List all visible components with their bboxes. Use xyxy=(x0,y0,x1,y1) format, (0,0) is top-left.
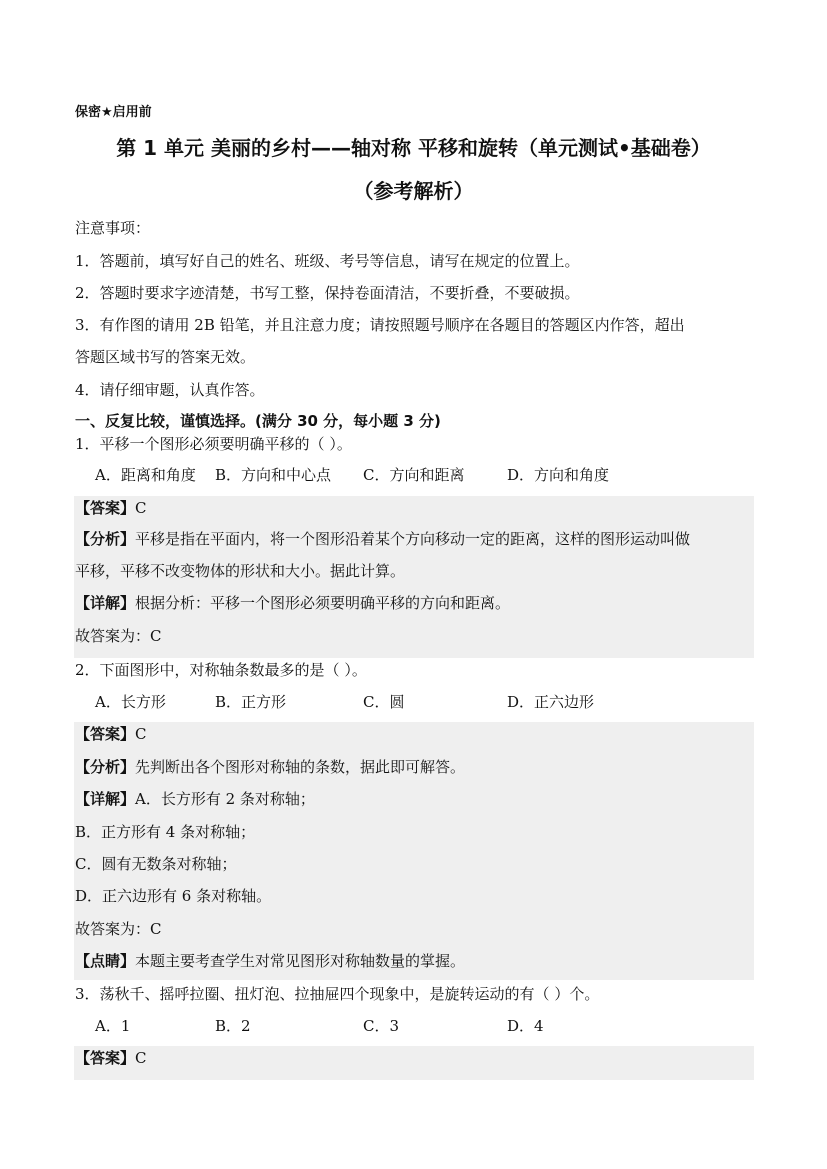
option-d: D．4 xyxy=(507,1017,544,1035)
analysis-text: 先判断出各个图形对称轴的条数，据此即可解答。 xyxy=(135,758,466,776)
question-stem: 2．下面图形中，对称轴条数最多的是（ ）。 xyxy=(75,661,367,679)
analysis-text: 平移是指在平面内，将一个图形沿着某个方向移动一定的距离，这样的图形运动叫做 xyxy=(135,530,691,548)
answer-line xyxy=(75,498,147,518)
option-a: A．长方形 xyxy=(95,693,166,711)
answer-tag: 【答案】 xyxy=(75,1049,136,1067)
detail-text: 根据分析：平移一个图形必须要明确平移的方向和距离。 xyxy=(135,594,511,612)
answer-line xyxy=(75,1048,147,1068)
conclusion-line: 故答案为：C xyxy=(75,627,162,645)
option-b: B．方向和中心点 xyxy=(215,466,332,484)
answer-value: C xyxy=(135,499,147,517)
answer-tag: 【答案】 xyxy=(75,725,136,743)
answer-block xyxy=(74,722,754,980)
detail-tag: 【详解】 xyxy=(75,790,136,808)
conclusion-line: 故答案为：C xyxy=(75,920,162,938)
option-b: B．正方形 xyxy=(215,693,287,711)
option-b: B．2 xyxy=(215,1017,251,1035)
option-c: C．圆 xyxy=(363,693,405,711)
option-a: A．1 xyxy=(95,1017,131,1035)
notice-item: 1．答题前，填写好自己的姓名、班级、考号等信息，请写在规定的位置上。 xyxy=(75,252,580,270)
answer-tag: 【答案】 xyxy=(75,499,136,517)
comment-line xyxy=(75,951,465,971)
comment-tag: 【点睛】 xyxy=(75,952,136,970)
document-subtitle: （参考解析） xyxy=(353,179,474,203)
confidential-label: 保密★启用前 xyxy=(75,105,152,120)
notice-item: 2．答题时要求字迹清楚，书写工整，保持卷面清洁，不要折叠，不要破损。 xyxy=(75,284,580,302)
answer-line xyxy=(75,724,147,744)
answer-block xyxy=(74,496,754,658)
analysis-tag: 【分析】 xyxy=(75,758,136,776)
answer-value: C xyxy=(135,725,147,743)
detail-line: B．正方形有 4 条对称轴； xyxy=(75,823,256,841)
notice-heading: 注意事项： xyxy=(75,219,151,237)
detail-line: C．圆有无数条对称轴； xyxy=(75,855,237,873)
analysis-line xyxy=(75,757,465,777)
notice-item: 4．请仔细审题，认真作答。 xyxy=(75,381,265,399)
detail-text: A．长方形有 2 条对称轴； xyxy=(135,790,315,808)
detail-line xyxy=(75,593,510,613)
answer-value: C xyxy=(135,1049,147,1067)
analysis-line xyxy=(75,529,690,549)
question-stem: 3．荡秋千、摇呼拉圈、扭灯泡、拉抽屉四个现象中，是旋转运动的有（ ）个。 xyxy=(75,985,600,1003)
option-d: D．方向和角度 xyxy=(507,466,610,484)
detail-line xyxy=(75,789,315,809)
option-c: C．方向和距离 xyxy=(363,466,465,484)
answer-block xyxy=(74,1046,754,1080)
option-d: D．正六边形 xyxy=(507,693,595,711)
section-heading: 一、反复比较，谨慎选择。(满分 30 分，每小题 3 分) xyxy=(75,412,441,430)
analysis-tag: 【分析】 xyxy=(75,530,136,548)
option-c: C．3 xyxy=(363,1017,400,1035)
question-stem: 1．平移一个图形必须要明确平移的（ ）。 xyxy=(75,435,352,453)
notice-item: 答题区域书写的答案无效。 xyxy=(75,348,256,366)
detail-tag: 【详解】 xyxy=(75,594,136,612)
notice-item: 3．有作图的请用 2B 铅笔，并且注意力度；请按照题号顺序在各题目的答题区内作答，超出 xyxy=(75,316,685,334)
comment-text: 本题主要考查学生对常见图形对称轴数量的掌握。 xyxy=(135,952,466,970)
document-title: 第 1 单元 美丽的乡村——轴对称 平移和旋转（单元测试•基础卷） xyxy=(116,136,711,160)
analysis-line: 平移，平移不改变物体的形状和大小。据此计算。 xyxy=(75,562,406,580)
detail-line: D．正六边形有 6 条对称轴。 xyxy=(75,887,272,905)
option-a: A．距离和角度 xyxy=(95,466,196,484)
